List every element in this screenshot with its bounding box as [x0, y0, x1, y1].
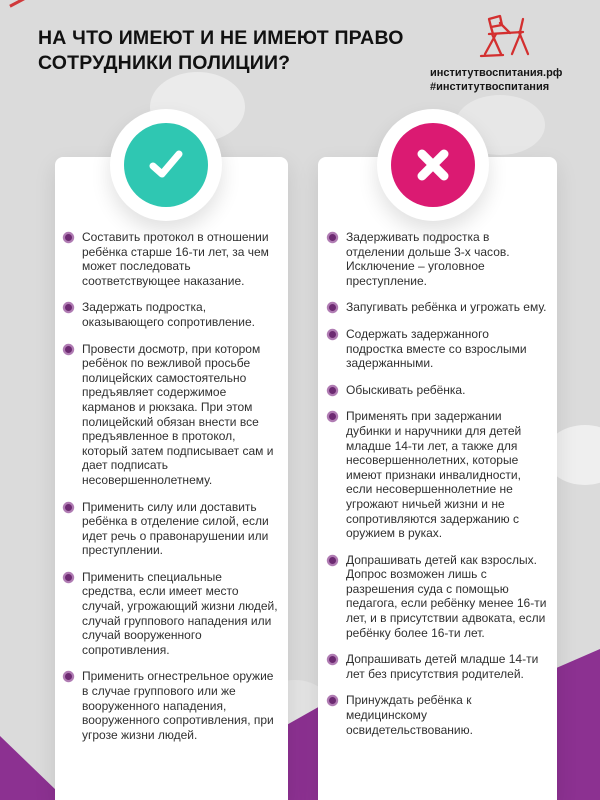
list-item-text: Содержать задержанного подростка вместе со взрослыми задержанными.: [346, 326, 527, 371]
bullet-dot-icon: [65, 234, 72, 241]
list-item: [327, 327, 547, 371]
list-item: [63, 230, 278, 288]
list-item: [327, 230, 547, 288]
list-item-text: Обыскивать ребёнка.: [346, 382, 466, 397]
bullet-dot-icon: [329, 331, 336, 338]
list-item: [327, 693, 547, 737]
list-item-text: Принуждать ребёнка к медицинскому освидетельствованию.: [346, 693, 473, 737]
bullet-dot-icon: [65, 504, 72, 511]
list-item-text: Задержать подростка, оказывающего сопротивление.: [82, 300, 256, 329]
list-item-text: Применять при задержании дубинки и наручники для детей младше 14-ти лет, а также для несовершеннолетних, которые имеют признаки инвалидности, если несовершеннолетние не угрожают ничьей жизни и не сопротивляются задержанию с оружием в руках.: [346, 409, 522, 541]
logo-hashtag: #институтвоспитания: [430, 81, 550, 94]
list-item-text: Допрашивать детей младше 14-ти лет без присутствия родителей.: [346, 652, 539, 681]
prohibited-list: [327, 230, 547, 749]
logo-site-url: институтвоспитания.рф: [430, 67, 563, 79]
prohibited-badge: [377, 109, 489, 221]
list-item-text: Задерживать подростка в отделении дольше 3-х часов. Исключение – уголовное преступление.: [346, 230, 510, 288]
list-item-text: Допрашивать детей как взрослых. Допрос возможен лишь с разрешения суда с помощью педагога, если ребёнку менее 16-ти лет, и в присутствии адвоката, если ребёнку более 16-ти лет.: [346, 552, 547, 640]
list-item: [63, 669, 278, 742]
bullet-dot-icon: [65, 574, 72, 581]
logo-horse-icon: [474, 12, 536, 62]
list-item: [327, 652, 547, 681]
bullet-dot-icon: [65, 673, 72, 680]
bullet-dot-icon: [329, 387, 336, 394]
bullet-dot-icon: [329, 656, 336, 663]
list-item-text: Применить специальные средства, если имеет место случай, угрожающий жизни людей, случай группового нападения или случай вооруженного сопротивления.: [82, 569, 278, 657]
list-item: [327, 409, 547, 540]
cross-icon: [391, 123, 475, 207]
title-line-2: СОТРУДНИКИ ПОЛИЦИИ?: [38, 51, 291, 74]
bullet-dot-icon: [65, 304, 72, 311]
list-item-text: Провести досмотр, при котором ребёнок по вежливой просьбе полицейских самостоятельно предъявляет содержимое карманов и рюкзака. При этом полицейский обязан внести все предъявленное в протокол, который затем подписывает сам и дает подписать несовершеннолетнему.: [82, 341, 274, 487]
list-item: [63, 342, 278, 488]
bullet-dot-icon: [329, 413, 336, 420]
institute-logo: [430, 12, 580, 95]
bullet-dot-icon: [329, 304, 336, 311]
check-icon: [124, 123, 208, 207]
list-item-text: Применить огнестрельное оружие в случае группового или же вооруженного нападения, вооруженного сопротивления, при угрозе жизни людей.: [82, 669, 274, 742]
allowed-badge: [110, 109, 222, 221]
list-item: [63, 570, 278, 658]
list-item: [63, 500, 278, 558]
bullet-dot-icon: [329, 234, 336, 241]
bullet-dot-icon: [329, 557, 336, 564]
bullet-dot-icon: [329, 697, 336, 704]
allowed-list: [63, 230, 278, 754]
list-item-text: Составить протокол в отношении ребёнка старше 16-ти лет, за чем может последовать соответствующее наказание.: [82, 230, 269, 288]
bullet-dot-icon: [65, 346, 72, 353]
page-title: [38, 26, 428, 75]
title-line-1: НА ЧТО ИМЕЮТ И НЕ ИМЕЮТ ПРАВО: [38, 27, 404, 49]
list-item: [327, 553, 547, 641]
list-item: [327, 383, 547, 398]
list-item: [63, 300, 278, 329]
list-item-text: Применить силу или доставить ребёнка в отделение силой, если идет речь о правонарушении или преступлении.: [82, 499, 269, 558]
list-item-text: Запугивать ребёнка и угрожать ему.: [346, 300, 547, 315]
list-item: [327, 300, 547, 315]
